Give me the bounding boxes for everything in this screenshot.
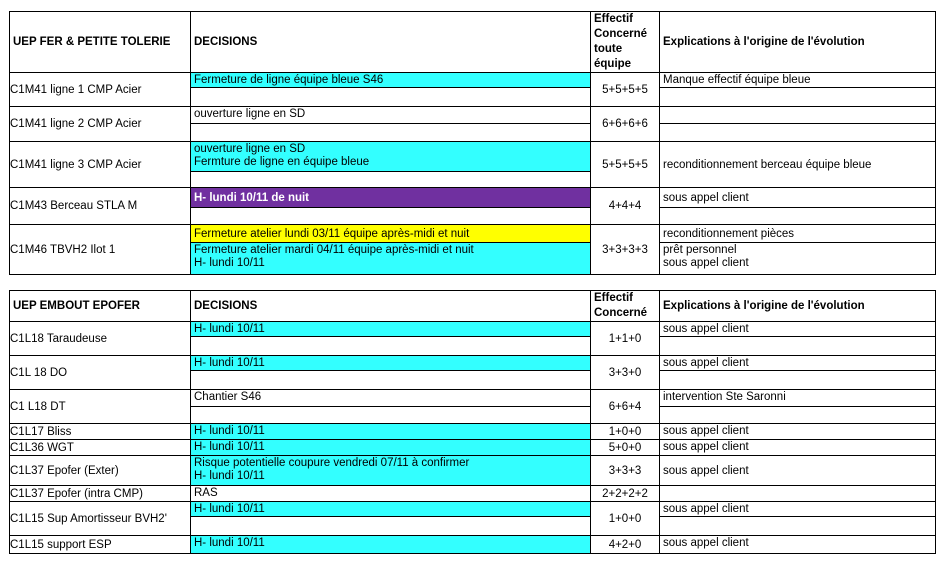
- uep-cell: C1L36 WGT: [10, 440, 191, 456]
- decision-line: H- lundi 10/11: [191, 440, 590, 455]
- uep-cell: C1L17 Bliss: [10, 424, 191, 440]
- effectif-cell: 1+1+0: [591, 322, 660, 356]
- effectif-cell: 2+2+2+2: [591, 486, 660, 502]
- explication-cell: [660, 142, 936, 188]
- uep-cell: C1L 18 DO: [10, 356, 191, 390]
- decision-line: ouverture ligne en SD Fermture de ligne en équipe bleue: [191, 142, 590, 172]
- effectif-cell: 4+2+0: [591, 536, 660, 554]
- explication-line: reconditionnement berceau équipe bleue: [663, 158, 872, 171]
- explication-line: sous appel client: [660, 188, 935, 208]
- table-row: [10, 322, 936, 356]
- effectif-cell: 5+5+5+5: [591, 142, 660, 188]
- table-row: [10, 424, 936, 440]
- explication-cell: [660, 390, 936, 424]
- table-row: [10, 390, 936, 424]
- header-effectif: Effectif Concerné: [591, 291, 660, 322]
- explication-cell: [660, 424, 936, 440]
- explication-line: [660, 208, 935, 224]
- explication-line: [660, 371, 935, 389]
- decision-cell: [191, 390, 591, 424]
- decision-line: [191, 88, 590, 106]
- explication-cell: [660, 107, 936, 142]
- table-row: [10, 440, 936, 456]
- explication-cell: [660, 73, 936, 107]
- decision-cell: [191, 322, 591, 356]
- decision-line: [191, 208, 590, 224]
- uep-cell: C1L37 Epofer (intra CMP): [10, 486, 191, 502]
- effectif-cell: 3+3+0: [591, 356, 660, 390]
- table-row: [10, 225, 936, 275]
- decision-line: H- lundi 10/11: [191, 536, 590, 553]
- decision-line: Chantier S46: [191, 390, 590, 407]
- table-row: [10, 486, 936, 502]
- table-row: [10, 456, 936, 486]
- decision-line: [191, 337, 590, 355]
- effectif-cell: 5+5+5+5: [591, 73, 660, 107]
- effectif-cell: 3+3+3+3: [591, 225, 660, 275]
- decision-line: H- lundi 10/11: [191, 356, 590, 371]
- decision-cell: [191, 486, 591, 502]
- explication-cell: [660, 486, 936, 502]
- explication-line: [660, 124, 935, 141]
- table-row: [10, 356, 936, 390]
- explication-cell: [660, 356, 936, 390]
- effectif-cell: 5+0+0: [591, 440, 660, 456]
- explication-line: intervention Ste Saronni: [660, 390, 935, 407]
- explication-line: reconditionnement pièces: [660, 225, 935, 243]
- header-uep: UEP EMBOUT EPOFER: [10, 291, 191, 322]
- explication-line: prêt personnel sous appel client: [663, 244, 749, 269]
- explication-line: sous appel client: [660, 322, 935, 337]
- decision-line: Fermeture atelier lundi 03/11 équipe après-midi et nuit: [191, 225, 590, 243]
- decision-line: ouverture ligne en SD: [191, 107, 590, 124]
- header-explications: Explications à l'origine de l'évolution: [660, 12, 936, 73]
- decision-cell: [191, 456, 591, 486]
- table-uep-embout-epofer: [9, 290, 936, 554]
- uep-cell: C1M41 ligne 2 CMP Acier: [10, 107, 191, 142]
- explication-cell: [660, 502, 936, 536]
- explication-cell: [660, 536, 936, 554]
- decision-line: H- lundi 10/11 de nuit: [191, 188, 590, 208]
- uep-cell: C1L18 Taraudeuse: [10, 322, 191, 356]
- header-decisions: DECISIONS: [191, 291, 591, 322]
- explication-cell: [660, 188, 936, 225]
- table-header-row: [10, 12, 936, 73]
- decision-cell: [191, 225, 591, 275]
- uep-cell: C1L15 support ESP: [10, 536, 191, 554]
- explication-line: sous appel client: [663, 537, 749, 549]
- uep-cell: C1M46 TBVH2 Ilot 1: [10, 225, 191, 275]
- table-row: [10, 536, 936, 554]
- explication-line: [660, 107, 935, 124]
- decision-line: [191, 124, 590, 141]
- decision-cell: [191, 73, 591, 107]
- uep-cell: C1L37 Epofer (Exter): [10, 456, 191, 486]
- decision-cell: [191, 440, 591, 456]
- table-row: [10, 142, 936, 188]
- decision-line: [191, 517, 590, 535]
- effectif-cell: 1+0+0: [591, 424, 660, 440]
- explication-cell: [660, 456, 936, 486]
- explication-line: sous appel client: [660, 356, 935, 371]
- decision-cell: [191, 502, 591, 536]
- decision-line: Fermeture atelier mardi 04/11 équipe après-midi et nuit H- lundi 10/11: [191, 243, 590, 274]
- table-row: [10, 188, 936, 225]
- explication-line: [660, 407, 935, 423]
- decision-cell: [191, 107, 591, 142]
- decision-line: RAS: [191, 486, 590, 501]
- decision-line: Risque potentielle coupure vendredi 07/11 à confirmer H- lundi 10/11: [191, 456, 590, 485]
- table-row: [10, 107, 936, 142]
- uep-cell: C1M43 Berceau STLA M: [10, 188, 191, 225]
- effectif-cell: 1+0+0: [591, 502, 660, 536]
- decision-line: [191, 172, 590, 187]
- header-uep: UEP FER & PETITE TOLERIE: [10, 12, 191, 73]
- effectif-cell: 6+6+6+6: [591, 107, 660, 142]
- decision-line: [191, 371, 590, 389]
- effectif-cell: 3+3+3: [591, 456, 660, 486]
- uep-cell: C1M41 ligne 3 CMP Acier: [10, 142, 191, 188]
- uep-cell: C1L15 Sup Amortisseur BVH2': [10, 502, 191, 536]
- decision-line: Fermeture de ligne équipe bleue S46: [191, 73, 590, 88]
- decision-cell: [191, 536, 591, 554]
- uep-cell: C1 L18 DT: [10, 390, 191, 424]
- decision-line: H- lundi 10/11: [191, 424, 590, 439]
- explication-cell: [660, 225, 936, 275]
- decision-line: H- lundi 10/11: [191, 502, 590, 517]
- explication-cell: [660, 322, 936, 356]
- decision-line: [191, 407, 590, 423]
- explication-cell: [660, 440, 936, 456]
- explication-line: [660, 517, 935, 535]
- header-explications: Explications à l'origine de l'évolution: [660, 291, 936, 322]
- header-decisions: DECISIONS: [191, 12, 591, 73]
- effectif-cell: 4+4+4: [591, 188, 660, 225]
- explication-line: sous appel client: [663, 464, 749, 477]
- decision-cell: [191, 188, 591, 225]
- explication-line: sous appel client: [660, 502, 935, 517]
- explication-line: [660, 88, 935, 106]
- header-effectif: Effectif Concerné toute équipe: [591, 12, 660, 73]
- explication-line: sous appel client: [663, 425, 749, 437]
- uep-cell: C1M41 ligne 1 CMP Acier: [10, 73, 191, 107]
- decision-cell: [191, 424, 591, 440]
- explication-line: sous appel client: [663, 441, 749, 453]
- explication-line: Manque effectif équipe bleue: [660, 73, 935, 88]
- explication-line: [660, 486, 935, 501]
- decision-line: H- lundi 10/11: [191, 322, 590, 337]
- table-row: [10, 73, 936, 107]
- decision-cell: [191, 142, 591, 188]
- explication-line: [660, 337, 935, 355]
- table-header-row: [10, 291, 936, 322]
- table-row: [10, 502, 936, 536]
- table-uep-fer-petite-tolerie: [9, 11, 936, 275]
- decision-cell: [191, 356, 591, 390]
- effectif-cell: 6+6+4: [591, 390, 660, 424]
